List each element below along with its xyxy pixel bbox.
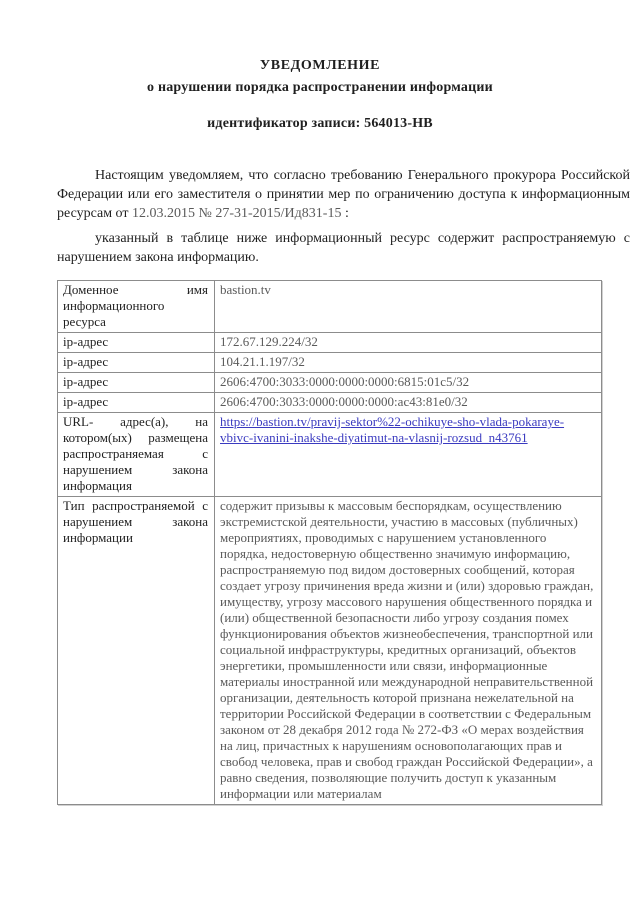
row-value: bastion.tv xyxy=(215,281,602,333)
prosecutor-requirement-reference: 12.03.2015 № 27-31-2015/Ид831-15 xyxy=(131,206,342,221)
record-id-line: идентификатор записи: 564013-НВ xyxy=(207,116,433,131)
document-title: УВЕДОМЛЕНИЕ xyxy=(259,58,381,73)
violation-info-table xyxy=(57,280,602,805)
row-value: 172.67.129.224/32 xyxy=(215,333,602,353)
row-label: URL- адрес(а), на котором(ых) размещена распространяемая с нарушением закона информация xyxy=(58,413,215,497)
row-value: 2606:4700:3033:0000:0000:0000:6815:01c5/32 xyxy=(215,373,602,393)
table-row xyxy=(58,373,602,393)
violation-info-table-body xyxy=(58,281,602,805)
table-row xyxy=(58,497,602,805)
row-label: Доменное имя информационного ресурса xyxy=(58,281,215,333)
document-header xyxy=(0,0,640,135)
table-row xyxy=(58,281,602,333)
row-label: ip-адрес xyxy=(58,373,215,393)
table-row xyxy=(58,393,602,413)
row-value: 2606:4700:3033:0000:0000:0000:ac43:81e0/32 xyxy=(215,393,602,413)
intro-paragraph-1-colon: : xyxy=(344,206,349,221)
row-label: ip-адрес xyxy=(58,353,215,373)
table-row xyxy=(58,353,602,373)
table-row xyxy=(58,333,602,353)
row-label: Тип распространяемой с нарушением закона информации xyxy=(58,497,215,805)
violation-url-link[interactable]: https://bastion.tv/pravij-sektor%22-ochikuye-sho-vlada-pokaraye-vbivc-ivanini-inakshe-diyatimut-na-vlasnij-rozsud_n43761 xyxy=(220,414,565,445)
row-label: ip-адрес xyxy=(58,393,215,413)
row-value xyxy=(215,413,602,497)
intro-paragraph-2: указанный в таблице ниже информационный ресурс содержит распространяемую с нарушением закона информацию. xyxy=(57,231,630,265)
document-subtitle: о нарушении порядка распространении информации xyxy=(147,80,493,95)
intro-paragraph-1-text: Настоящим уведомляем, что согласно требованию Генерального прокурора Российской Федерации или его заместителя о принятии мер по ограничению доступа к информационным ресурсам от xyxy=(57,168,630,221)
table-row xyxy=(58,413,602,497)
row-label: ip-адрес xyxy=(58,333,215,353)
intro-paragraph-1 xyxy=(57,166,630,223)
document-body xyxy=(0,166,640,805)
row-value: 104.21.1.197/32 xyxy=(215,353,602,373)
row-value: содержит призывы к массовым беспорядкам, осуществлению экстремистской деятельности, участию в массовых (публичных) мероприятиях, проводимых с нарушением установленного порядка, недостоверную общественно значимую информацию, распространяемую под видом достоверных сообщений, которая создает угрозу причинения вреда жизни и (или) здоровью граждан, имуществу, угрозу массового нарушения общественного порядка и (или) общественной безопасности либо угрозу создания помех функционирования объектов жизнеобеспечения, транспортной или социальной инфраструктуры, кредитных организаций, объектов энергетики, промышленности или связи, информационные материалы иностранной или международной неправительственной организации, деятельность которой признана нежелательной на территории Российской Федерации в соответствии с Федеральным законом от 28 декабря 2012 года № 272-ФЗ «О мерах воздействия на лиц, причастных к нарушениям основополагающих прав и свобод человека, прав и свобод граждан Российской Федерации», а равно сведения, позволяющие получить доступ к указанным информации или материалам xyxy=(215,497,602,805)
